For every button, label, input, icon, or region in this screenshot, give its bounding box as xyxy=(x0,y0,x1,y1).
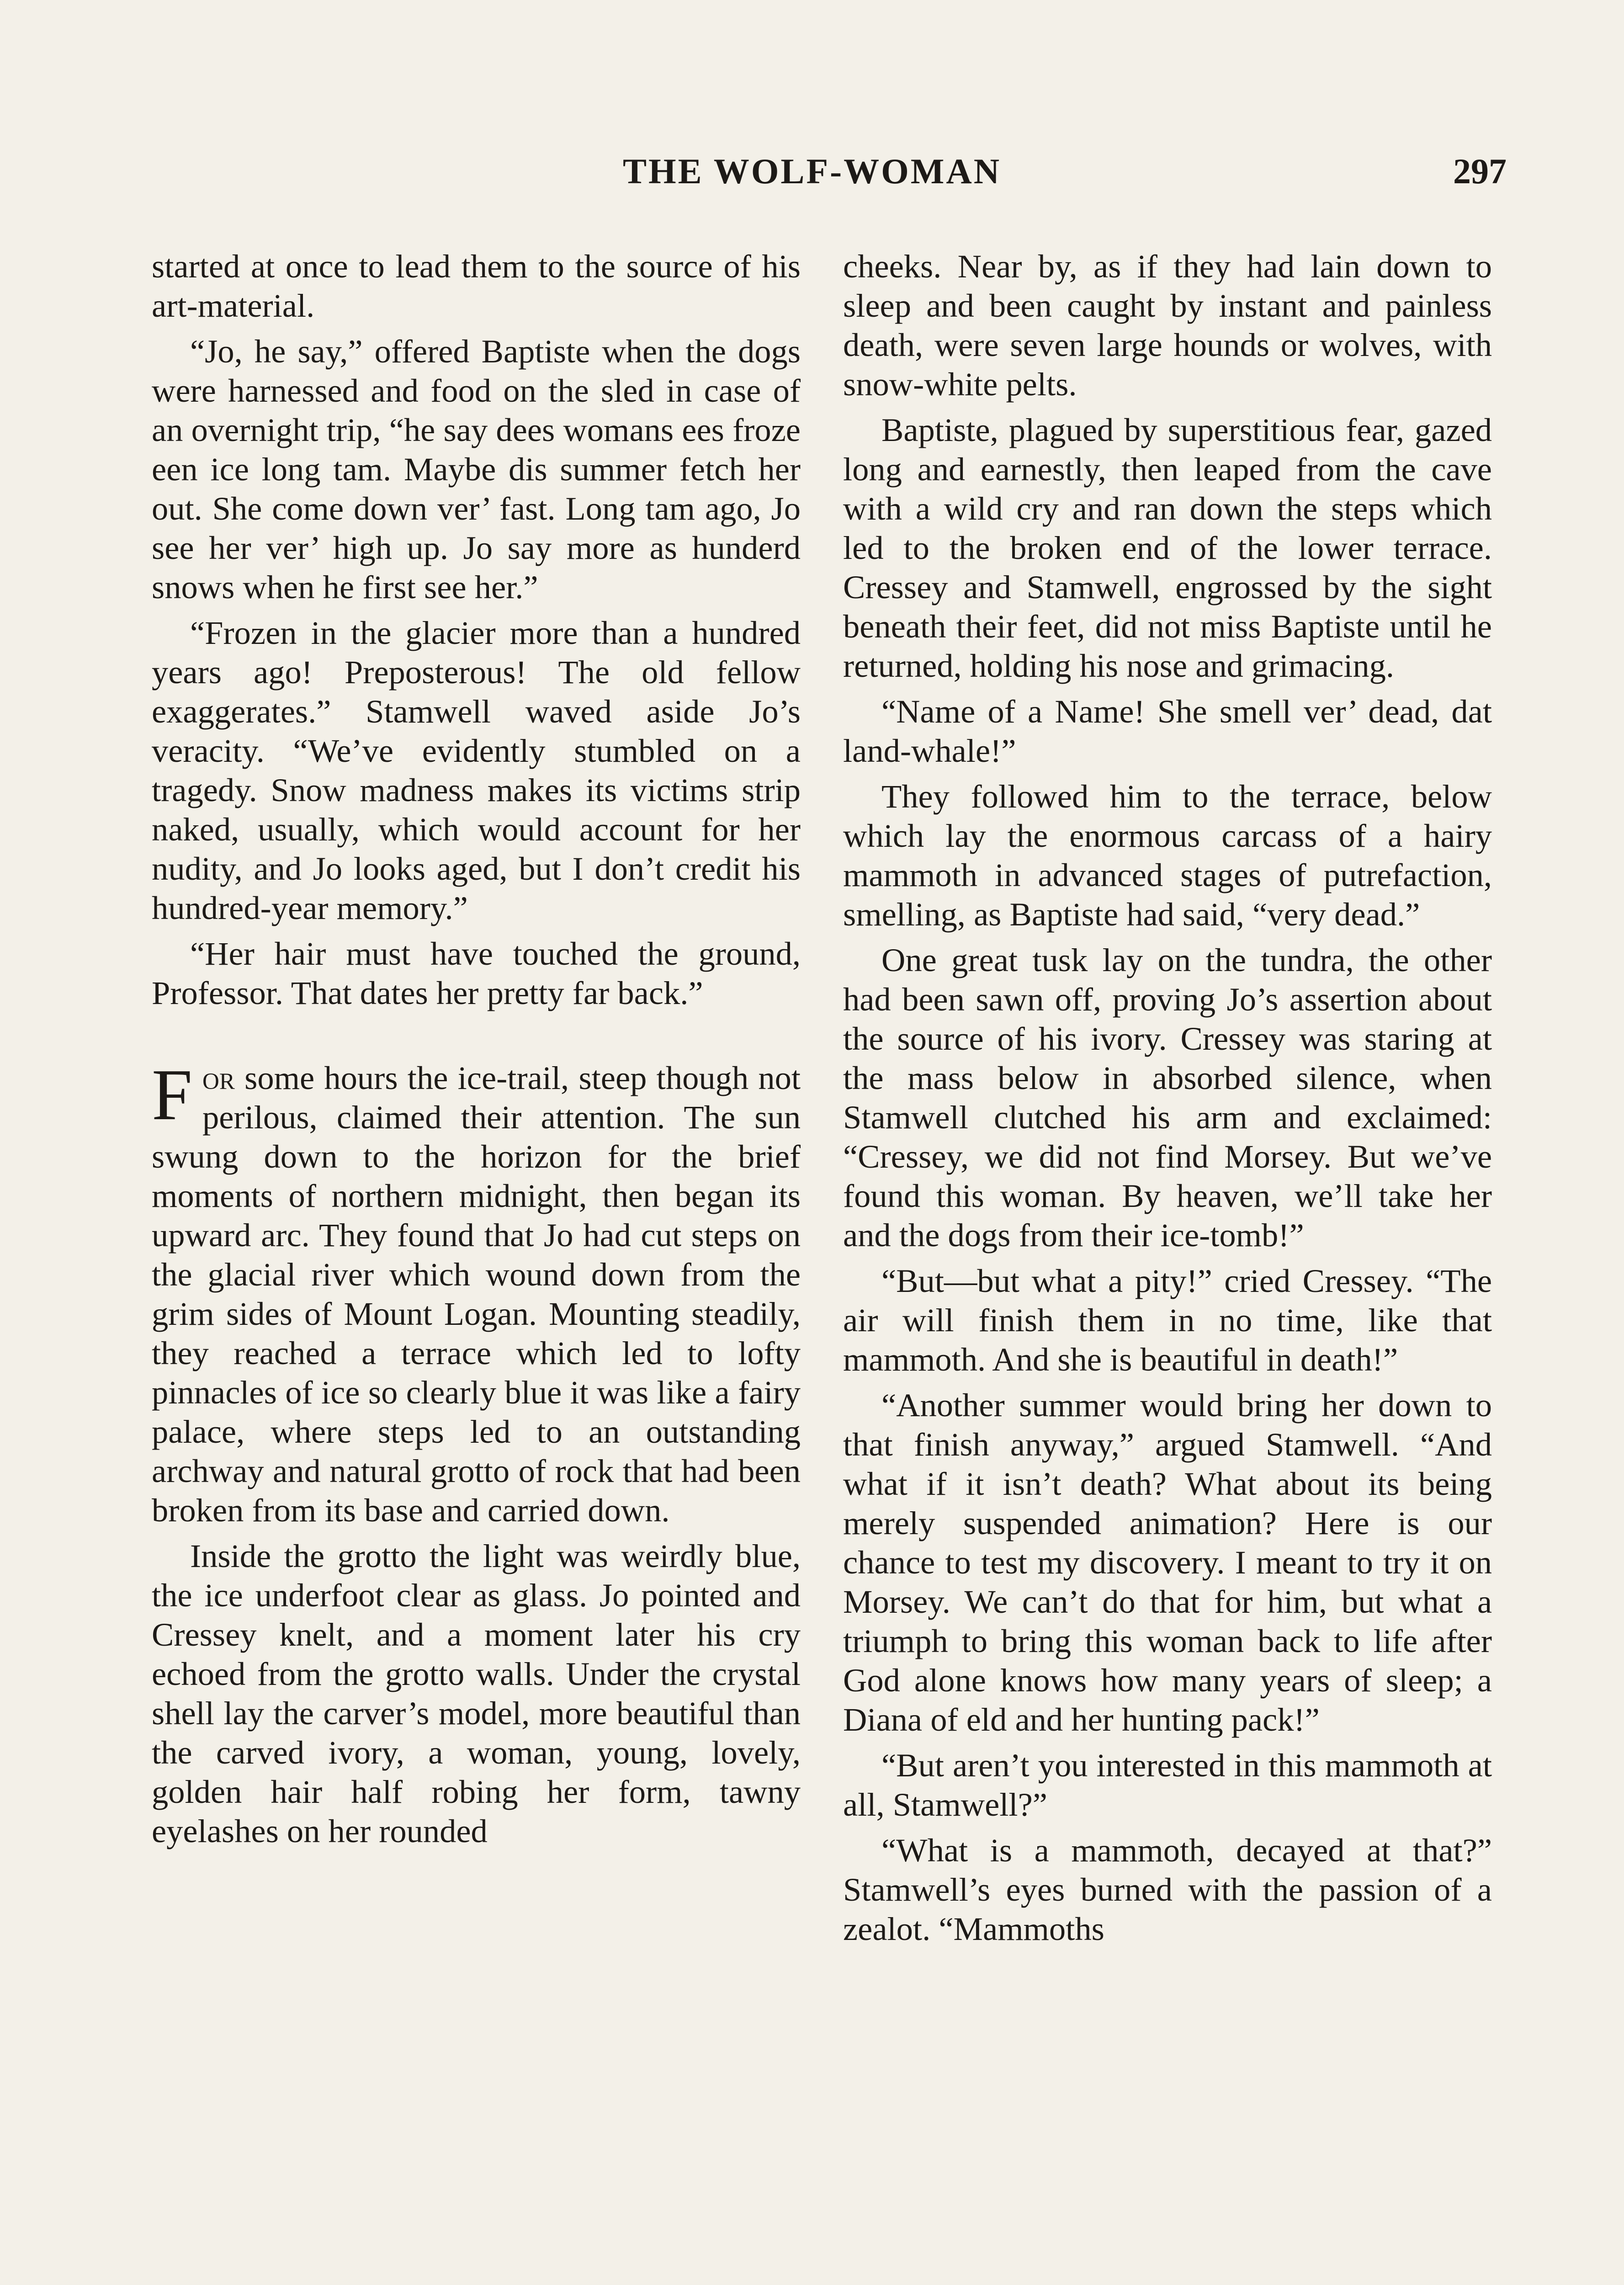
paragraph: “Jo, he say,” offered Baptiste when the dogs were harnessed and food on the sled in case of an overnight trip, “he say dees womans ees froze een ice long tam. Maybe dis summer fetch her out. She come down ver’ fast. Long tam ago, Jo see her ver’ high up. Jo say more as hunderd snows when he first see her.” xyxy=(152,333,801,606)
paragraph: “Frozen in the glacier more than a hundred years ago! Preposterous! The old fellow exaggerates.” Stamwell waved aside Jo’s veracity. “We’ve evidently stumbled on a tragedy. Snow madness makes its victims strip naked, usually, which would account for her nudity, and Jo looks aged, but I don’t credit his hundred-year memory.” xyxy=(152,614,801,926)
paragraph: “What is a mammoth, decayed at that?” Stamwell’s eyes burned with the passion of a zealot. “Mammoths xyxy=(843,1832,1492,1947)
paragraph: One great tusk lay on the tundra, the other had been sawn off, proving Jo’s assertion about the source of his ivory. Cressey was staring at the mass below in absorbed silence, when Stamwell clutched his arm and exclaimed: “Cressey, we did not find Morsey. But we’ve found this woman. By heaven, we’ll take her and the dogs from their ice-tomb!” xyxy=(843,941,1492,1254)
paragraph: “Name of a Name! She smell ver’ dead, dat land-whale!” xyxy=(843,693,1492,769)
drop-cap: F xyxy=(152,1054,192,1135)
small-caps-lead: or xyxy=(202,1059,235,1096)
left-column xyxy=(152,247,801,1857)
paragraph: “Her hair must have touched the ground, Professor. That dates her pretty far back.” xyxy=(152,935,801,1011)
page-number: 297 xyxy=(1453,151,1507,191)
right-column xyxy=(843,247,1492,1955)
paragraph-text: some hours the ice-trail, steep though not perilous, claimed their attention. The sun swung down to the horizon for the brief moments of northern midnight, then began its upward arc. They found that Jo had cut steps on the glacial river which wound down from the grim sides of Mount Logan. Mounting steadily, they reached a terrace which led to lofty pinnacles of ice so clearly blue it was like a fairy palace, where steps led to an outstanding archway and natural grotto of rock that had been broken from its base and carried down. xyxy=(152,1059,801,1529)
paragraph: “Another summer would bring her down to that finish anyway,” argued Stamwell. “And what if it isn’t death? What about its being merely suspended animation? Here is our chance to test my discovery. I meant to try it on Morsey. We can’t do that for him, but what a triumph to bring this woman back to life after God alone knows how many years of sleep; a Diana of eld and her hunting pack!” xyxy=(843,1387,1492,1738)
paragraph: Inside the grotto the light was weirdly blue, the ice underfoot clear as glass. Jo pointed and Cressey knelt, and a moment later his cry echoed from the grotto walls. Under the crystal shell lay the carver’s model, more beautiful than the carved ivory, a woman, young, lovely, golden hair half robing her form, tawny eyelashes on her rounded xyxy=(152,1537,801,1849)
paragraph: “But aren’t you interested in this mammoth at all, Stamwell?” xyxy=(843,1747,1492,1823)
paragraph: Baptiste, plagued by superstitious fear, gazed long and earnestly, then leaped from the cave with a wild cry and ran down the steps which led to the broken end of the lower terrace. Cressey and Stamwell, engrossed by the sight beneath their feet, did not miss Baptiste until he returned, holding his nose and grimacing. xyxy=(843,411,1492,684)
paragraph: started at once to lead them to the source of his art-material. xyxy=(152,248,801,324)
paragraph: They followed him to the terrace, below which lay the enormous carcass of a hairy mammoth in advanced stages of putrefaction, smelling, as Baptiste had said, “very dead.” xyxy=(843,778,1492,933)
section-opening-paragraph xyxy=(152,1054,801,1530)
paragraph: cheeks. Near by, as if they had lain down to sleep and been caught by instant and painless death, were seven large hounds or wolves, with snow-white pelts. xyxy=(843,248,1492,403)
running-head-title: THE WOLF-WOMAN xyxy=(622,151,1002,191)
paragraph: “But—but what a pity!” cried Cressey. “The air will finish them in no time, like that mammoth. And she is beautiful in death!” xyxy=(843,1262,1492,1378)
